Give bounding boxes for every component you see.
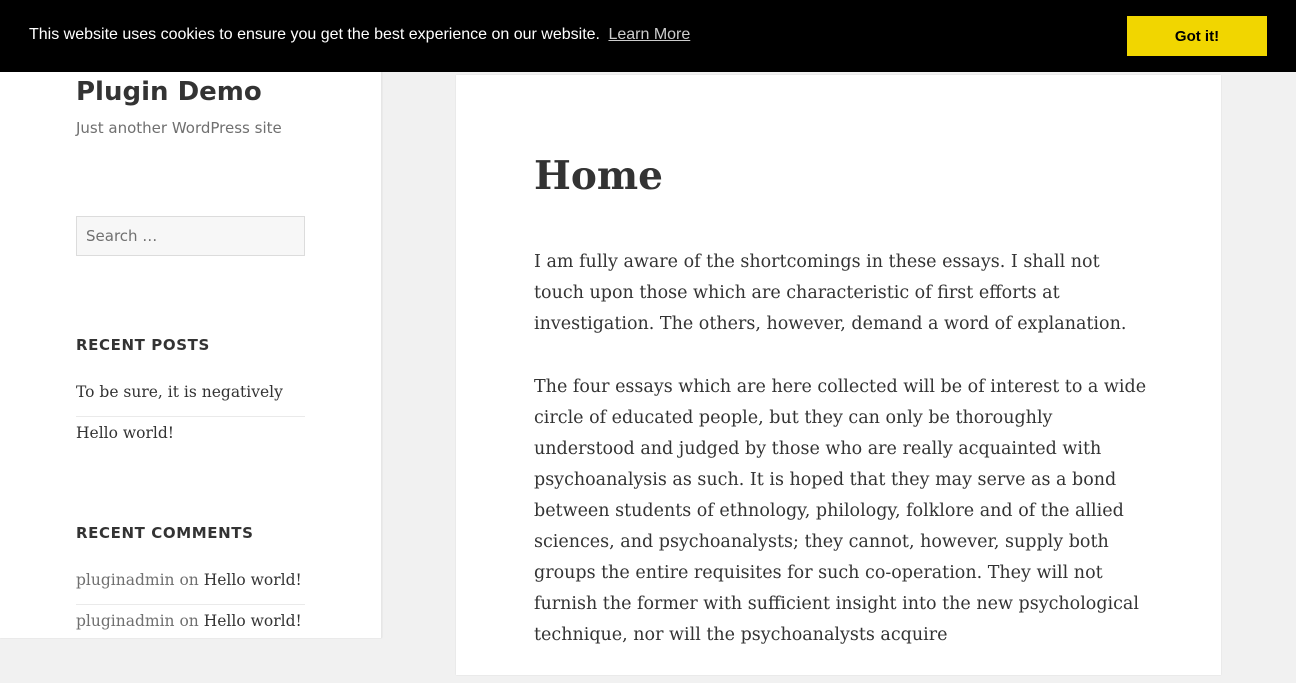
site-title[interactable]: Plugin Demo <box>76 77 262 107</box>
list-item <box>76 416 305 456</box>
page-title: Home <box>534 153 663 199</box>
paragraph: The four essays which are here collected will be of interest to a wide circle of educated people, but they can only be thoroughly understood and judged by those who are really acquainted with psychoanalysis as such. It is hoped that they may serve as a bond between students of ethnology, philology, folklore and of the allied sciences, and psychoanalysts; they cannot, however, supply both groups the entire requisites for such co-operation. They will not furnish the former with sufficient insight into the new psychological technique, nor will the psychoanalysts acquire <box>534 377 1147 645</box>
comment-post-link[interactable]: Hello world! <box>203 612 302 630</box>
recent-posts-title: RECENT POSTS <box>76 336 210 354</box>
content-card <box>456 75 1221 675</box>
list-item <box>76 604 305 644</box>
paragraph: I am fully aware of the shortcomings in these essays. I shall not touch upon those which are characteristic of first efforts at investigation. The others, however, demand a word of explanation. <box>534 252 1127 334</box>
site-description: Just another WordPress site <box>76 119 282 137</box>
entry-content <box>534 247 1154 683</box>
recent-post-link[interactable]: Hello world! <box>76 424 174 442</box>
cookie-message-wrapper <box>29 25 690 45</box>
comment-on-label: on <box>179 571 199 589</box>
list-item <box>76 376 305 416</box>
cookie-consent-bar <box>0 0 1296 72</box>
recent-posts-list <box>76 376 305 456</box>
comment-post-link[interactable]: Hello world! <box>203 571 302 589</box>
comment-author: pluginadmin <box>76 612 175 630</box>
recent-comments-list <box>76 564 305 644</box>
accept-cookies-button[interactable]: Got it! <box>1127 16 1267 56</box>
recent-post-link[interactable]: To be sure, it is negatively <box>76 383 283 401</box>
sidebar <box>0 0 382 638</box>
list-item <box>76 564 305 604</box>
search-input[interactable] <box>76 216 305 256</box>
comment-author: pluginadmin <box>76 571 175 589</box>
recent-comments-title: RECENT COMMENTS <box>76 524 254 542</box>
learn-more-link[interactable]: Learn More <box>608 26 691 43</box>
cookie-message: This website uses cookies to ensure you get the best experience on our website. <box>29 26 600 43</box>
comment-on-label: on <box>179 612 199 630</box>
